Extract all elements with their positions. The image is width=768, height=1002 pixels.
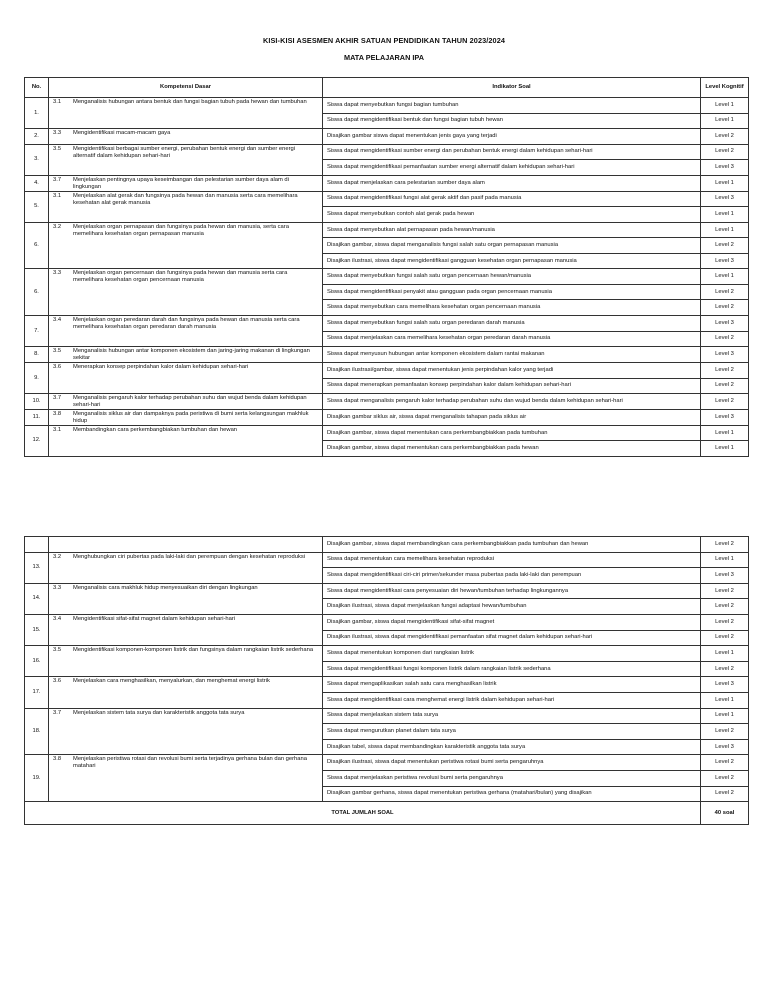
table-row	[25, 755, 749, 771]
level-kognitif-cell: Level 1	[701, 552, 749, 568]
header-no: No.	[25, 78, 49, 98]
kd-text: Menganalisis pengaruh kalor terhadap perubahan suhu dan wujud benda dalam kehidupan sehari-hari	[73, 395, 307, 409]
level-kognitif-cell: Level 3	[701, 316, 749, 332]
level-kognitif-cell: Level 1	[701, 207, 749, 223]
table-row	[25, 98, 749, 114]
kd-code: 3.1	[53, 192, 62, 199]
kd-text: Membandingkan cara perkembangbiakan tumbuhan dan hewan	[73, 426, 238, 433]
kd-text: Mengidentifikasi sifat-sifat magnet dalam kehidupan sehari-hari	[73, 615, 236, 622]
row-number: 7.	[25, 316, 49, 347]
indikator-soal-cell: Siswa dapat menjelaskan sistem tata surya	[323, 708, 701, 724]
level-kognitif-cell: Level 1	[701, 425, 749, 441]
indikator-soal-cell: Siswa dapat menyebutkan fungsi salah satu organ peredaran darah manusia	[323, 316, 701, 332]
kompetensi-dasar-cell	[49, 363, 323, 394]
indikator-soal-cell: Disajikan gambar, siswa dapat menentukan cara perkembangbiakkan pada hewan	[323, 441, 701, 457]
kompetensi-dasar-cell	[49, 425, 323, 456]
kompetensi-dasar-cell	[49, 614, 323, 645]
kd-code: 3.5	[53, 145, 62, 152]
total-value: 40 soal	[701, 802, 749, 825]
kd-code: 3.3	[53, 270, 62, 277]
kompetensi-dasar-cell	[49, 708, 323, 755]
table-row	[25, 222, 749, 238]
table-row	[25, 425, 749, 441]
kd-text: Menganalisis hubungan antar komponen ekosistem dan jaring-jaring makanan di lingkungan sekitar	[73, 348, 310, 362]
table-row	[25, 646, 749, 662]
indikator-soal-cell: Disajikan gambar siswa dapat menentukan jenis gaya yang terjadi	[323, 129, 701, 145]
table-row	[25, 614, 749, 630]
level-kognitif-cell: Level 1	[701, 708, 749, 724]
level-kognitif-cell: Level 2	[701, 300, 749, 316]
kompetensi-dasar-cell	[49, 552, 323, 583]
indikator-soal-cell: Siswa dapat mengidentifikasi cara menghemat energi listrik dalam kehidupan sehari-hari	[323, 692, 701, 708]
row-number: 19.	[25, 755, 49, 802]
kompetensi-dasar-cell	[49, 269, 323, 316]
kd-text: Menjelaskan organ pernapasan dan fungsinya pada hewan dan manusia, serta cara memelihara kesehatan organ pernapasan manusia	[73, 223, 289, 237]
kompetensi-dasar-cell	[49, 755, 323, 802]
kd-code: 3.5	[53, 348, 62, 355]
level-kognitif-cell: Level 3	[701, 191, 749, 207]
kd-code: 3.6	[53, 364, 62, 371]
kd-code: 3.1	[53, 99, 62, 105]
kompetensi-dasar-cell	[49, 175, 323, 191]
indikator-soal-cell: Siswa dapat menerapkan pemanfaatan konsep perpindahan kalor dalam kehidupan sehari-hari	[323, 378, 701, 394]
kompetensi-dasar-cell	[49, 222, 323, 269]
kd-code: 3.4	[53, 615, 62, 622]
level-kognitif-cell: Level 2	[701, 630, 749, 646]
row-number: 17.	[25, 677, 49, 708]
level-kognitif-cell: Level 2	[701, 394, 749, 410]
kompetensi-dasar-cell	[49, 537, 323, 553]
document-title: KISI-KISI ASESMEN AKHIR SATUAN PENDIDIKAN TAHUN 2023/2024	[262, 36, 506, 45]
indikator-soal-cell: Siswa dapat menjelaskan peristiwa revolusi bumi serta pengaruhnya	[323, 770, 701, 786]
row-number: 6.	[25, 269, 49, 316]
table-row	[25, 410, 749, 426]
level-kognitif-cell: Level 1	[701, 646, 749, 662]
indikator-soal-cell: Siswa dapat mengidentifikasi fungsi komponen listrik dalam rangkaian listrik sederhana	[323, 661, 701, 677]
table-row	[25, 363, 749, 379]
kd-text: Menghubungkan ciri pubertas pada laki-laki dan perempuan dengan kesehatan reproduksi	[73, 553, 306, 560]
kompetensi-dasar-cell	[49, 144, 323, 175]
kd-code: 3.6	[53, 678, 62, 685]
row-number: 12.	[25, 425, 49, 456]
indikator-soal-cell: Siswa dapat mengurutkan planet dalam tata surya	[323, 724, 701, 740]
level-kognitif-cell: Level 3	[701, 410, 749, 426]
indikator-soal-cell: Disajikan ilustrasi, siswa dapat menjelaskan fungsi adaptasi hewan/tumbuhan	[323, 599, 701, 615]
kompetensi-dasar-cell	[49, 191, 323, 222]
indikator-soal-cell: Siswa dapat mengidentifikasi ciri-ciri primer/sekunder masa pubertas pada laki-laki dan perempuan	[323, 568, 701, 584]
indikator-soal-cell: Siswa dapat menyebutkan fungsi salah satu organ pencernaan hewan/manusia	[323, 269, 701, 285]
row-number: 13.	[25, 552, 49, 583]
kd-text: Mengidentifikasi macam-macam gaya	[73, 130, 171, 137]
level-kognitif-cell: Level 2	[701, 614, 749, 630]
indikator-soal-cell: Siswa dapat menganalisis pengaruh kalor terhadap perubahan suhu dan wujud benda dalam kehidupan sehari-hari	[323, 394, 701, 410]
indikator-soal-cell: Siswa dapat menjelaskan cara pelestarian sumber daya alam	[323, 175, 701, 191]
kd-code: 3.7	[53, 176, 62, 183]
kd-text: Menjelaskan sistem tata surya dan karakteristik anggota tata surya	[73, 709, 245, 716]
kd-code: 3.3	[53, 584, 62, 591]
level-kognitif-cell: Level 3	[701, 347, 749, 363]
indikator-soal-cell: Disajikan gambar, siswa dapat mengidentifikasi sifat-sifat magnet	[323, 614, 701, 630]
indikator-soal-cell: Siswa dapat mengidentifikasi sumber energi dan perubahan bentuk energi dalam kehidupan sehari-hari	[323, 144, 701, 160]
row-number: 4.	[25, 175, 49, 191]
level-kognitif-cell: Level 2	[701, 238, 749, 254]
kd-text: Menjelaskan organ pencernaan dan fungsinya pada hewan dan manusia serta cara memelihara kesehatan organ pencernaan manusia	[73, 270, 288, 284]
level-kognitif-cell: Level 2	[701, 786, 749, 802]
kd-code: 3.7	[53, 395, 62, 402]
kompetensi-dasar-cell	[49, 394, 323, 410]
level-kognitif-cell: Level 2	[701, 755, 749, 771]
kompetensi-dasar-cell	[49, 98, 323, 129]
kd-code: 3.7	[53, 709, 62, 716]
row-number: 3.	[25, 144, 49, 175]
row-number: 9.	[25, 363, 49, 394]
row-number	[25, 537, 49, 553]
row-number: 2.	[25, 129, 49, 145]
kd-code: 3.1	[53, 426, 62, 433]
table-row	[25, 191, 749, 207]
kd-code: 3.3	[53, 130, 62, 137]
kd-text: Menjelaskan organ peredaran darah dan fungsinya pada hewan dan manusia serta cara memelihara kesehatan organ peredaran darah manusia	[73, 317, 300, 330]
kd-text: Menjelaskan peristiwa rotasi dan revolusi bumi serta terjadinya gerhana bulan dan gerhana matahari	[73, 756, 307, 770]
row-number: 11.	[25, 410, 49, 426]
indikator-soal-cell: Disajikan gambar, siswa dapat membandingkan cara perkembangbiakkan pada tumbuhan dan hewan	[323, 537, 701, 553]
table-row	[25, 316, 749, 332]
level-kognitif-cell: Level 2	[701, 284, 749, 300]
level-kognitif-cell: Level 2	[701, 378, 749, 394]
table-row	[25, 129, 749, 145]
header-kompetensi-dasar: Kompetensi Dasar	[49, 78, 323, 98]
kd-text: Menjelaskan cara menghasilkan, menyalurkan, dan menghemat energi listrik	[73, 678, 270, 685]
kisi-kisi-table-page-2	[24, 536, 749, 825]
table-row	[25, 537, 749, 553]
indikator-soal-cell: Disajikan ilustrasi, siswa dapat menentukan peristiwa rotasi bumi serta pengaruhnya	[323, 755, 701, 771]
kd-code: 3.5	[53, 647, 62, 654]
kd-code: 3.8	[53, 756, 62, 763]
indikator-soal-cell: Siswa dapat mengidentifikasi fungsi alat gerak aktif dan pasif pada manusia	[323, 191, 701, 207]
row-number: 10.	[25, 394, 49, 410]
kompetensi-dasar-cell	[49, 646, 323, 677]
level-kognitif-cell: Level 1	[701, 269, 749, 285]
level-kognitif-cell: Level 1	[701, 113, 749, 129]
kd-code: 3.2	[53, 223, 62, 230]
kd-text: Menerapkan konsep perpindahan kalor dalam kehidupan sehari-hari	[73, 364, 249, 371]
level-kognitif-cell: Level 2	[701, 144, 749, 160]
level-kognitif-cell: Level 2	[701, 770, 749, 786]
level-kognitif-cell: Level 2	[701, 537, 749, 553]
kompetensi-dasar-cell	[49, 129, 323, 145]
level-kognitif-cell: Level 3	[701, 253, 749, 269]
indikator-soal-cell: Siswa dapat menyebutkan alat pernapasan pada hewan/manusia	[323, 222, 701, 238]
kd-text: Menjelaskan alat gerak dan fungsinya pada hewan dan manusia serta cara memelihara kesehatan alat gerak manusia	[73, 192, 298, 206]
indikator-soal-cell: Disajikan ilustrasi, siswa dapat mengidentifikasi gangguan kesehatan organ pernapasan manusia	[323, 253, 701, 269]
header-level-kognitif: Level Kognitif	[701, 78, 749, 98]
table-row	[25, 552, 749, 568]
level-kognitif-cell: Level 2	[701, 661, 749, 677]
row-number: 8.	[25, 347, 49, 363]
table-body-page-2	[25, 537, 749, 802]
row-number: 5.	[25, 191, 49, 222]
indikator-soal-cell: Siswa dapat menentukan komponen dari rangkaian listrik	[323, 646, 701, 662]
level-kognitif-cell: Level 3	[701, 160, 749, 176]
level-kognitif-cell: Level 1	[701, 175, 749, 191]
indikator-soal-cell: Disajikan gambar gerhana, siswa dapat menentukan peristiwa gerhana (matahari/bulan) yang disajikan	[323, 786, 701, 802]
level-kognitif-cell: Level 3	[701, 568, 749, 584]
level-kognitif-cell: Level 2	[701, 129, 749, 145]
indikator-soal-cell: Disajikan ilustrasi, siswa dapat mengidentifikasi pemanfaatan sifat magnet dalam kehidupan sehari-hari	[323, 630, 701, 646]
level-kognitif-cell: Level 1	[701, 98, 749, 114]
kd-text: Menganalisis siklus air dan dampaknya pada peristiwa di bumi serta kelangsungan makhluk hidup	[73, 411, 309, 424]
table-row	[25, 175, 749, 191]
row-number: 15.	[25, 614, 49, 645]
level-kognitif-cell: Level 1	[701, 692, 749, 708]
kompetensi-dasar-cell	[49, 347, 323, 363]
indikator-soal-cell: Siswa dapat mengidentifikasi pemanfaatan sumber energi alternatif dalam kehidupan sehari-hari	[323, 160, 701, 176]
indikator-soal-cell: Siswa dapat menjelaskan cara memelihara kesehatan organ peredaran darah manusia	[323, 331, 701, 347]
table-row	[25, 144, 749, 160]
kd-text: Menganalisis cara makhluk hidup menyesuaikan diri dengan lingkungan	[73, 584, 258, 591]
indikator-soal-cell: Disajikan gambar, siswa dapat menganalisis fungsi salah satu organ pernapasan manusia	[323, 238, 701, 254]
table-row	[25, 583, 749, 599]
indikator-soal-cell: Siswa dapat menyebutkan fungsi bagian tumbuhan	[323, 98, 701, 114]
indikator-soal-cell: Siswa dapat mengidentifikasi cara penyesuaian diri hewan/tumbuhan terhadap lingkungannya	[323, 583, 701, 599]
total-label: TOTAL JUMLAH SOAL	[25, 802, 701, 825]
indikator-soal-cell: Disajikan gambar siklus air, siswa dapat menganalisis tahapan pada siklus air	[323, 410, 701, 426]
indikator-soal-cell: Disajikan gambar, siswa dapat menentukan cara perkembangbiakkan pada tumbuhan	[323, 425, 701, 441]
kisi-kisi-table-page-1	[24, 77, 749, 457]
indikator-soal-cell: Siswa dapat menyebutkan contoh alat gerak pada hewan	[323, 207, 701, 223]
indikator-soal-cell: Siswa dapat mengidentifikasi penyakit atau gangguan pada organ pencernaan manusia	[323, 284, 701, 300]
level-kognitif-cell: Level 2	[701, 363, 749, 379]
indikator-soal-cell: Disajikan tabel, siswa dapat membandingkan karakteristik anggota tata surya	[323, 739, 701, 755]
kompetensi-dasar-cell	[49, 410, 323, 426]
table-row	[25, 394, 749, 410]
indikator-soal-cell: Siswa dapat menentukan cara memelihara kesehatan reproduksi	[323, 552, 701, 568]
level-kognitif-cell: Level 2	[701, 331, 749, 347]
kd-text: Mengidentifikasi berbagai sumber energi, perubahan bentuk energi dan sumber energi alternatif dalam kehidupan sehari-hari	[73, 145, 296, 159]
kd-text: Mengidentifikasi komponen-komponen listrik dan fungsinya dalam rangkaian listrik sederhana	[73, 647, 314, 654]
table-row	[25, 347, 749, 363]
table-row	[25, 269, 749, 285]
kd-text: Menganalisis hubungan antara bentuk dan fungsi bagian tubuh pada hewan dan tumbuhan	[73, 99, 307, 105]
level-kognitif-cell: Level 3	[701, 677, 749, 693]
table-body-page-1	[25, 98, 749, 457]
row-number: 1.	[25, 98, 49, 129]
indikator-soal-cell: Siswa dapat menyusun hubungan antar komponen ekosistem dalam rantai makanan	[323, 347, 701, 363]
row-number: 6.	[25, 222, 49, 269]
row-number: 14.	[25, 583, 49, 614]
table-row	[25, 677, 749, 693]
level-kognitif-cell: Level 1	[701, 441, 749, 457]
level-kognitif-cell: Level 1	[701, 222, 749, 238]
document-subtitle: MATA PELAJARAN IPA	[344, 53, 424, 62]
kd-code: 3.4	[53, 317, 62, 324]
kompetensi-dasar-cell	[49, 677, 323, 708]
kd-code: 3.2	[53, 553, 62, 560]
kompetensi-dasar-cell	[49, 583, 323, 614]
level-kognitif-cell: Level 2	[701, 583, 749, 599]
kd-text: Menjelaskan pentingnya upaya keseimbangan dan pelestarian sumber daya alam di lingkungan	[73, 176, 289, 190]
indikator-soal-cell: Siswa dapat mengidentifikasi bentuk dan fungsi bagian tubuh hewan	[323, 113, 701, 129]
kompetensi-dasar-cell	[49, 316, 323, 347]
level-kognitif-cell: Level 2	[701, 724, 749, 740]
header-indikator-soal: Indikator Soal	[323, 78, 701, 98]
indikator-soal-cell: Disajikan ilustrasi/gambar, siswa dapat menentukan jenis perpindahan kalor yang terjadi	[323, 363, 701, 379]
row-number: 16.	[25, 646, 49, 677]
table-row	[25, 708, 749, 724]
kd-code: 3.8	[53, 411, 62, 418]
level-kognitif-cell: Level 3	[701, 739, 749, 755]
row-number: 18.	[25, 708, 49, 755]
indikator-soal-cell: Siswa dapat menyebutkan cara memelihara kesehatan organ pencernaan manusia	[323, 300, 701, 316]
indikator-soal-cell: Siswa dapat mengaplikasikan salah satu cara menghasilkan listrik	[323, 677, 701, 693]
level-kognitif-cell: Level 2	[701, 599, 749, 615]
